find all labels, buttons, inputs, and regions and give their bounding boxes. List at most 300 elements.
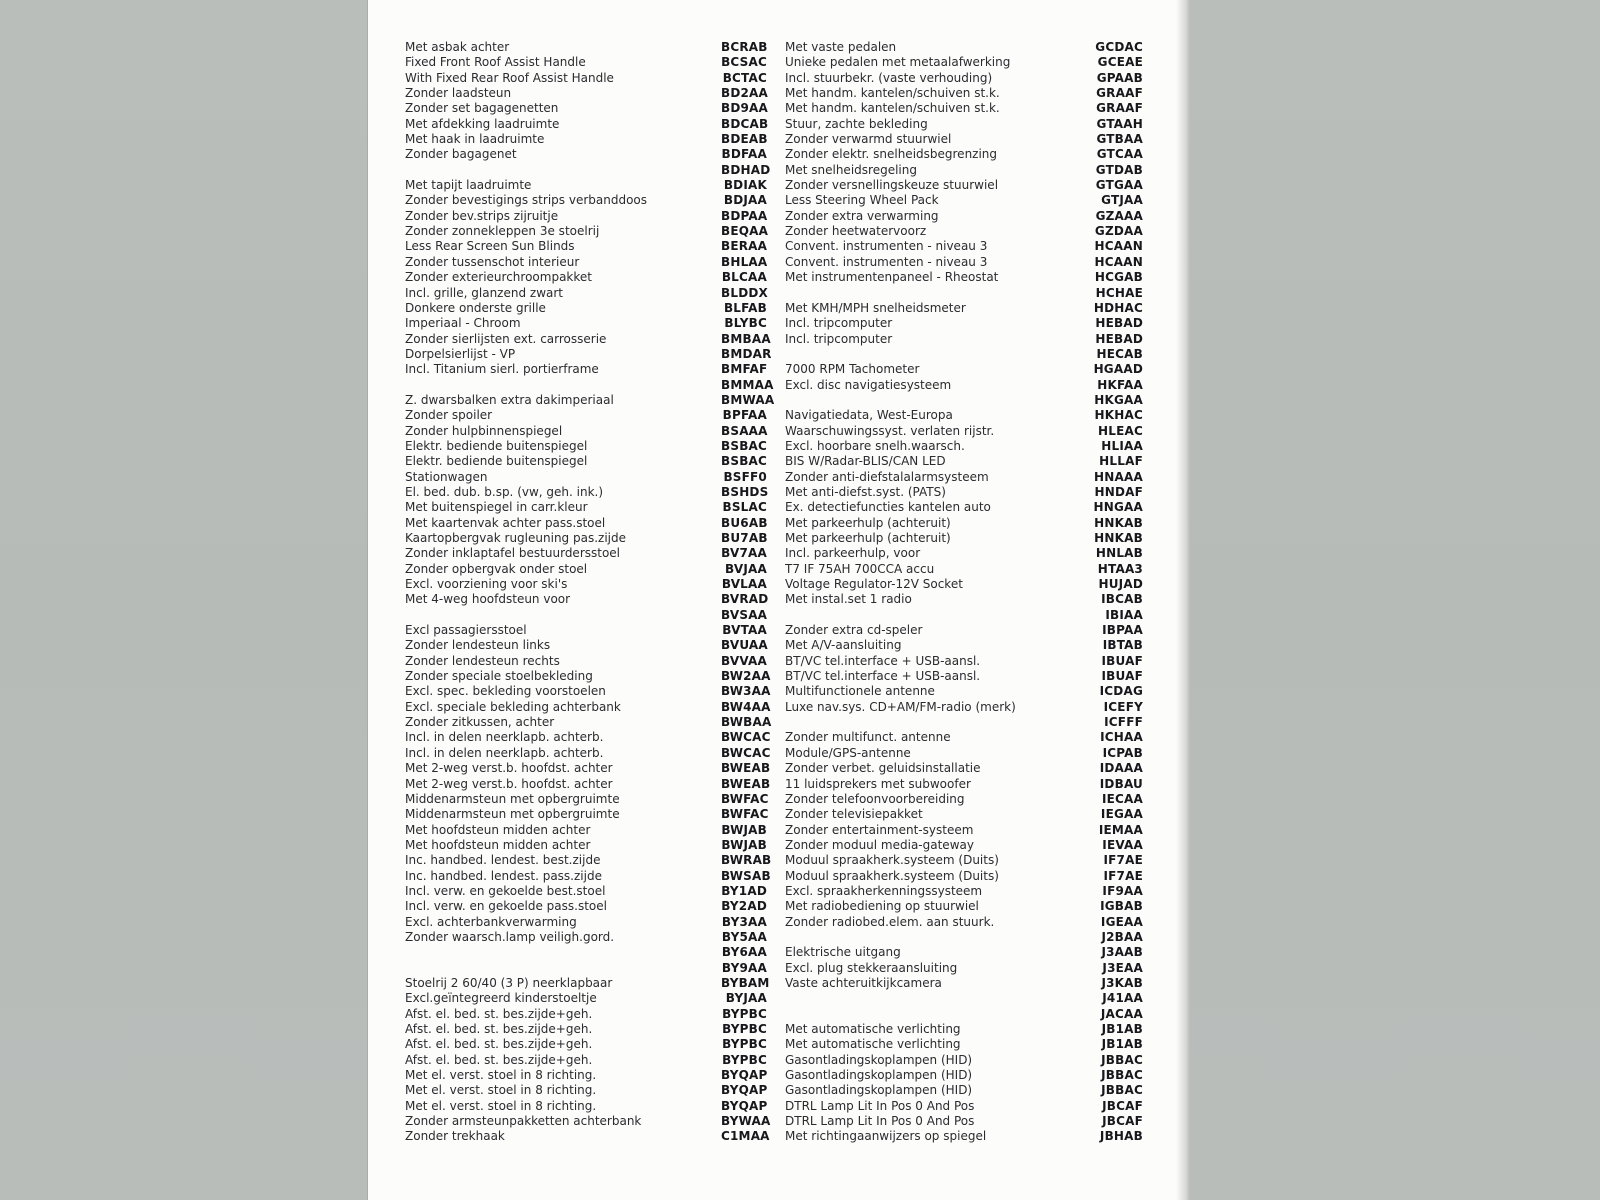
column-gap — [767, 899, 785, 914]
column-gap — [767, 592, 785, 607]
table-row — [405, 470, 1165, 485]
option-code-right: IF7AE — [1103, 868, 1143, 883]
option-code-left: BDEAB — [721, 132, 768, 147]
option-description-right: Incl. tripcomputer — [785, 331, 893, 346]
option-code-left: BWRAB — [721, 853, 772, 868]
option-description-left: Inc. handbed. lendest. best.zijde — [405, 853, 601, 868]
column-gap — [767, 224, 785, 239]
option-code-left: BY2AD — [721, 899, 767, 914]
option-description-left: El. bed. dub. b.sp. (vw, geh. ink.) — [405, 484, 604, 499]
column-gap — [767, 117, 785, 132]
column-gap — [767, 869, 785, 884]
table-row — [405, 700, 1165, 715]
table-row — [405, 101, 1165, 116]
table-row — [405, 945, 1165, 960]
option-code-right: IEGAA — [1100, 807, 1143, 822]
option-code-left: BDHAD — [721, 162, 771, 177]
column-gap — [767, 761, 785, 776]
option-code-left: BVRAD — [721, 592, 769, 607]
table-row — [405, 761, 1165, 776]
table-row — [405, 332, 1165, 347]
option-description-right: Zonder anti-diefstalalarmsysteem — [785, 469, 989, 484]
option-description-left: Met haak in laadruimte — [405, 132, 545, 147]
option-description-right: Met automatische verlichting — [785, 1037, 961, 1052]
column-gap — [767, 301, 785, 316]
column-gap — [767, 562, 785, 577]
table-row — [405, 562, 1165, 577]
option-code-right: HNDAF — [1094, 484, 1143, 499]
option-description-right: Met parkeerhulp (achteruit) — [785, 515, 951, 530]
option-code-right: GCEAE — [1097, 55, 1143, 70]
option-description-left — [405, 163, 721, 178]
option-code-left: BY9AA — [721, 960, 767, 975]
table-row — [405, 1053, 1165, 1068]
option-description-left: Afst. el. bed. st. bes.zijde+geh. — [405, 1022, 593, 1036]
option-code-right: IBUAF — [1101, 653, 1143, 668]
table-row — [405, 178, 1165, 193]
option-description-right: Less Steering Wheel Pack — [785, 193, 939, 208]
option-description-left: Incl. verw. en gekoelde pass.stoel — [405, 899, 607, 914]
option-code-right: IBUAF — [1101, 669, 1143, 684]
column-gap — [767, 807, 785, 822]
option-description-right: Luxe nav.sys. CD+AM/FM-radio (merk) — [785, 699, 1016, 714]
table-row — [405, 654, 1165, 669]
option-code-left: BU7AB — [721, 531, 768, 545]
option-code-right: JBCAF — [1102, 1114, 1143, 1129]
column-gap — [767, 1007, 785, 1022]
table-row — [405, 823, 1165, 838]
table-row — [405, 117, 1165, 132]
option-description-right: Incl. parkeerhulp, voor — [785, 546, 921, 561]
column-gap — [767, 976, 785, 991]
option-description-left: Stoelrij 2 60/40 (3 P) neerklapbaar — [405, 975, 613, 990]
option-description-left: Zonder bagagenet — [405, 147, 517, 162]
option-description-left: Zonder lendesteun rechts — [405, 653, 560, 668]
option-description-right — [785, 991, 1085, 1006]
option-description-left: Excl. speciale bekleding achterbank — [405, 699, 621, 714]
document-page — [368, 0, 1190, 1200]
option-code-right: GTDAB — [1095, 162, 1143, 177]
option-description-right: Moduul spraakherk.systeem (Duits) — [785, 853, 999, 868]
column-gap — [767, 669, 785, 684]
option-description-right: Zonder verwarmd stuurwiel — [785, 132, 952, 147]
column-gap — [767, 623, 785, 638]
option-code-left: BYQAP — [721, 1068, 768, 1083]
table-row — [405, 669, 1165, 684]
option-code-right: HCGAB — [1094, 270, 1143, 285]
column-gap — [767, 1099, 785, 1114]
column-gap — [767, 239, 785, 254]
option-code-left: BSBAC — [721, 438, 768, 453]
option-code-right: HLIAA — [1101, 438, 1143, 453]
table-row — [405, 638, 1165, 653]
column-gap — [767, 470, 785, 485]
option-description-right: 7000 RPM Tachometer — [785, 362, 920, 377]
option-code-right: J41AA — [1102, 991, 1143, 1006]
table-row — [405, 853, 1165, 868]
option-code-right: HLLAF — [1099, 454, 1143, 469]
option-code-left: BCRAB — [721, 40, 768, 54]
option-description-right: Convent. instrumenten - niveau 3 — [785, 239, 988, 254]
option-code-left: BSAAA — [721, 423, 768, 438]
option-description-left: Z. dwarsbalken extra dakimperiaal — [405, 392, 614, 407]
column-gap — [767, 132, 785, 147]
table-row — [405, 531, 1165, 546]
option-description-right: Zonder televisiepakket — [785, 807, 923, 822]
option-description-right: DTRL Lamp Lit In Pos 0 And Pos — [785, 1098, 975, 1113]
table-row — [405, 577, 1165, 592]
option-code-left: BWSAB — [721, 868, 771, 883]
option-code-right: HCAAN — [1094, 239, 1143, 254]
column-gap — [767, 930, 785, 945]
option-code-left: BMDAR — [721, 346, 772, 361]
option-code-left: BYQAP — [721, 1083, 768, 1098]
option-description-left: Zonder zonnekleppen 3e stoelrij — [405, 224, 600, 239]
column-gap — [767, 884, 785, 899]
option-code-right: IF7AE — [1103, 853, 1143, 868]
option-description-right: Voltage Regulator-12V Socket — [785, 577, 963, 592]
option-code-left: BYQAP — [721, 1098, 768, 1113]
option-description-left: Less Rear Screen Sun Blinds — [405, 239, 575, 254]
option-code-left: BYBAM — [721, 975, 770, 990]
option-description-right: Module/GPS-antenne — [785, 745, 911, 760]
option-description-left: Middenarmsteun met opbergruimte — [405, 791, 620, 806]
table-row — [405, 608, 1165, 623]
option-code-right: IGEAA — [1100, 914, 1143, 929]
option-description-right: Met KMH/MPH snelheidsmeter — [785, 300, 966, 315]
option-description-left: Zonder bevestigings strips verbanddoos — [405, 193, 648, 208]
option-description-right: Moduul spraakherk.systeem (Duits) — [785, 868, 999, 883]
option-description-left: Elektr. bediende buitenspiegel — [405, 438, 588, 453]
option-description-left: Zonder speciale stoelbekleding — [405, 669, 593, 684]
column-gap — [767, 961, 785, 976]
option-code-left: BY6AA — [721, 945, 767, 960]
option-code-right: HDHAC — [1093, 300, 1143, 315]
option-code-right: GTBAA — [1096, 132, 1143, 147]
option-description-left: Incl. in delen neerklapb. achterb. — [405, 745, 604, 760]
option-description-left: Met tapijt laadruimte — [405, 178, 532, 193]
option-description-right: Zonder versnellingskeuze stuurwiel — [785, 178, 999, 193]
table-row — [405, 961, 1165, 976]
column-gap — [767, 347, 785, 362]
option-description-left: Excl. voorziening voor ski's — [405, 577, 568, 592]
option-code-right: J3AAB — [1101, 945, 1143, 960]
option-code-left: BV7AA — [721, 546, 767, 561]
column-gap — [767, 393, 785, 408]
table-row — [405, 899, 1165, 914]
option-description-left: Incl. in delen neerklapb. achterb. — [405, 730, 604, 745]
option-description-right: Unieke pedalen met metaalafwerking — [785, 55, 1011, 70]
option-code-right: HKGAA — [1094, 392, 1143, 407]
option-code-right: IBPAA — [1102, 623, 1143, 638]
option-code-right: GZDAA — [1094, 224, 1143, 239]
table-row — [405, 147, 1165, 162]
option-code-right: GZAAA — [1095, 208, 1143, 223]
option-description-right — [785, 347, 1085, 362]
table-row — [405, 424, 1165, 439]
option-code-right: HNAAA — [1094, 469, 1143, 484]
option-code-left: BMFAF — [721, 362, 768, 377]
table-row — [405, 86, 1165, 101]
table-row — [405, 500, 1165, 515]
option-description-right: Excl. spraakherkenningssysteem — [785, 883, 983, 898]
column-gap — [767, 792, 785, 807]
option-code-right: GCDAC — [1095, 40, 1143, 54]
option-description-right: Convent. instrumenten - niveau 3 — [785, 254, 988, 269]
column-gap — [767, 485, 785, 500]
option-code-left: BCTAC — [722, 70, 767, 85]
table-row — [405, 408, 1165, 423]
option-description-right: Ex. detectiefuncties kantelen auto — [785, 500, 991, 515]
option-description-left: Elektr. bediende buitenspiegel — [405, 454, 588, 469]
option-description-left: Dorpelsierlijst - VP — [405, 346, 516, 361]
option-description-right: Gasontladingskoplampen (HID) — [785, 1068, 973, 1083]
option-description-left: Zonder set bagagenetten — [405, 101, 559, 116]
option-description-left: Incl. verw. en gekoelde best.stoel — [405, 883, 606, 898]
option-code-right: GTAAH — [1096, 116, 1143, 131]
option-description-right: 11 luidsprekers met subwoofer — [785, 776, 971, 791]
column-gap — [767, 193, 785, 208]
option-description-left: Met 4-weg hoofdsteun voor — [405, 592, 571, 607]
option-description-left: Met buitenspiegel in carr.kleur — [405, 500, 588, 515]
column-gap — [767, 1083, 785, 1098]
option-code-right: HNKAB — [1094, 531, 1143, 545]
option-description-right — [785, 715, 1085, 730]
option-description-right: Gasontladingskoplampen (HID) — [785, 1083, 973, 1098]
option-description-left: Afst. el. bed. st. bes.zijde+geh. — [405, 1052, 593, 1067]
table-row — [405, 255, 1165, 270]
table-row — [405, 1114, 1165, 1129]
option-code-right: IDBAU — [1099, 776, 1143, 791]
option-description-left: Zonder waarsch.lamp veiligh.gord. — [405, 929, 615, 944]
option-description-left: Afst. el. bed. st. bes.zijde+geh. — [405, 1006, 593, 1021]
option-code-left: BWFAC — [721, 791, 769, 806]
option-code-left: BVJAA — [725, 561, 767, 576]
option-description-right: BT/VC tel.interface + USB-aansl. — [785, 653, 981, 668]
option-code-left: BY3AA — [721, 914, 767, 929]
option-description-right — [785, 393, 1085, 408]
option-description-right: Zonder extra cd-speler — [785, 623, 923, 638]
option-code-left: BU6AB — [721, 515, 768, 530]
option-description-right: Met richtingaanwijzers op spiegel — [785, 1129, 987, 1144]
column-gap — [767, 86, 785, 101]
table-row — [405, 439, 1165, 454]
table-row — [405, 316, 1165, 331]
table-row — [405, 1083, 1165, 1098]
option-code-left: BW4AA — [721, 699, 771, 714]
option-code-left: BVSAA — [721, 607, 768, 622]
option-description-left: With Fixed Rear Roof Assist Handle — [405, 70, 614, 85]
table-row — [405, 991, 1165, 1006]
option-code-left: BYWAA — [721, 1114, 771, 1129]
table-row — [405, 286, 1165, 301]
option-code-left: BDPAA — [721, 208, 768, 223]
table-row — [405, 592, 1165, 607]
option-description-right: Incl. stuurbekr. (vaste verhouding) — [785, 70, 993, 85]
column-gap — [767, 1129, 785, 1144]
option-code-left: BVLAA — [721, 577, 767, 592]
option-code-left: BWFAC — [721, 807, 769, 822]
option-description-right: Met radiobediening op stuurwiel — [785, 899, 979, 914]
option-code-right: ICFFF — [1104, 715, 1143, 730]
table-row — [405, 1129, 1165, 1144]
option-description-left: Excl. achterbankverwarming — [405, 914, 577, 929]
option-description-left: Met el. verst. stoel in 8 richting. — [405, 1098, 597, 1113]
option-code-right: JBHAB — [1099, 1129, 1143, 1144]
option-code-left: BPFAA — [722, 408, 767, 423]
option-code-left: BYPBC — [722, 1037, 767, 1052]
column-gap — [767, 40, 785, 55]
option-code-right: IGBAB — [1100, 899, 1143, 914]
option-code-left: BYPBC — [722, 1006, 767, 1021]
option-code-left: BWJAB — [721, 822, 767, 837]
column-gap — [767, 316, 785, 331]
option-description-left: Zonder sierlijsten ext. carrosserie — [405, 331, 607, 346]
option-code-right: HCAAN — [1094, 254, 1143, 269]
option-code-left: BWJAB — [721, 837, 767, 852]
table-row — [405, 884, 1165, 899]
option-code-left: BYJAA — [725, 991, 767, 1006]
option-description-left: Zonder armsteunpakketten achterbank — [405, 1114, 642, 1129]
column-gap — [767, 332, 785, 347]
option-description-left: Incl. Titanium sierl. portierframe — [405, 362, 599, 377]
option-code-right: GRAAF — [1096, 86, 1143, 101]
column-gap — [767, 424, 785, 439]
option-code-right: JB1AB — [1101, 1022, 1143, 1036]
table-row — [405, 224, 1165, 239]
option-code-left: C1MAA — [721, 1129, 770, 1144]
option-code-left: BDCAB — [721, 116, 769, 131]
option-description-left: Zonder inklaptafel bestuurdersstoel — [405, 546, 621, 561]
option-description-right: Met vaste pedalen — [785, 40, 897, 54]
option-code-right: HECAB — [1096, 346, 1143, 361]
option-description-right: Zonder heetwatervoorz — [785, 224, 927, 239]
option-code-left: BCSAC — [721, 55, 767, 70]
column-gap — [767, 1053, 785, 1068]
option-description-left: Zonder opbergvak onder stoel — [405, 561, 588, 576]
column-gap — [767, 577, 785, 592]
option-code-right: JACAA — [1100, 1006, 1143, 1021]
option-description-left: Donkere onderste grille — [405, 300, 546, 315]
option-description-left: Met el. verst. stoel in 8 richting. — [405, 1083, 597, 1098]
option-description-left: Zonder trekhaak — [405, 1129, 505, 1144]
option-description-left: Incl. grille, glanzend zwart — [405, 285, 564, 300]
option-description-right: Zonder radiobed.elem. aan stuurk. — [785, 914, 995, 929]
column-gap — [767, 1022, 785, 1037]
option-description-right: Met instal.set 1 radio — [785, 592, 912, 607]
option-description-left: Zonder hulpbinnenspiegel — [405, 423, 563, 438]
option-code-left: BSLAC — [722, 500, 767, 515]
table-row — [405, 193, 1165, 208]
table-row — [405, 777, 1165, 792]
table-row — [405, 362, 1165, 377]
option-description-right: Zonder elektr. snelheidsbegrenzing — [785, 147, 998, 162]
table-row — [405, 454, 1165, 469]
column-gap — [767, 209, 785, 224]
option-code-left: BD2AA — [721, 86, 769, 101]
option-code-left: BDIAK — [723, 178, 767, 193]
option-description-right: Zonder multifunct. antenne — [785, 730, 951, 745]
option-code-left: BLFAB — [723, 300, 767, 315]
option-code-left: BWEAB — [721, 761, 771, 776]
option-description-left: Met el. verst. stoel in 8 richting. — [405, 1068, 597, 1083]
table-row — [405, 976, 1165, 991]
option-code-left: BSFF0 — [723, 469, 767, 484]
table-row — [405, 623, 1165, 638]
option-code-left: BVVAA — [721, 653, 767, 668]
table-row — [405, 270, 1165, 285]
option-description-right: Navigatiedata, West-Europa — [785, 408, 953, 423]
option-code-left: BWCAC — [721, 745, 771, 760]
column-gap — [767, 1068, 785, 1083]
column-gap — [767, 546, 785, 561]
option-description-left — [405, 961, 721, 976]
option-code-right: IECAA — [1101, 791, 1143, 806]
table-row — [405, 485, 1165, 500]
option-description-right — [785, 608, 1085, 623]
option-description-left: Imperiaal - Chroom — [405, 316, 521, 331]
option-description-left: Met 2-weg verst.b. hoofdst. achter — [405, 761, 613, 776]
option-code-left: BMMAA — [721, 377, 774, 392]
option-description-left: Zonder lendesteun links — [405, 638, 551, 653]
option-code-left: BWBAA — [721, 715, 772, 730]
table-row — [405, 546, 1165, 561]
option-code-right: HGAAD — [1093, 362, 1143, 377]
table-row — [405, 71, 1165, 86]
option-code-left: BLCAA — [721, 270, 767, 285]
option-code-left: BLYBC — [724, 316, 767, 331]
option-description-left — [405, 608, 721, 623]
option-description-left: Zonder tussenschot interieur — [405, 254, 580, 269]
column-gap — [767, 101, 785, 116]
option-description-right: BIS W/Radar-BLIS/CAN LED — [785, 454, 946, 469]
table-row — [405, 746, 1165, 761]
option-code-right: IBIAA — [1105, 607, 1143, 622]
option-description-right: Gasontladingskoplampen (HID) — [785, 1052, 973, 1067]
table-row — [405, 792, 1165, 807]
option-description-right: Zonder extra verwarming — [785, 208, 939, 223]
column-gap — [767, 730, 785, 745]
option-code-right: HUJAD — [1098, 577, 1143, 592]
table-row — [405, 930, 1165, 945]
column-gap — [767, 439, 785, 454]
table-row — [405, 915, 1165, 930]
column-gap — [767, 362, 785, 377]
table-row — [405, 55, 1165, 70]
option-code-left: BY5AA — [721, 929, 767, 944]
option-code-right: JBCAF — [1102, 1098, 1143, 1113]
option-code-left: BVUAA — [721, 638, 768, 653]
option-code-right: HKHAC — [1094, 408, 1143, 423]
option-code-right: J3KAB — [1101, 975, 1143, 990]
option-code-left: BMBAA — [721, 331, 771, 346]
option-description-right: Elektrische uitgang — [785, 945, 901, 960]
option-description-left: Kaartopbergvak rugleuning pas.zijde — [405, 531, 626, 545]
options-code-table — [405, 40, 1165, 1145]
column-gap — [767, 700, 785, 715]
page-edge-shadow — [1176, 0, 1190, 1200]
option-code-right: HNGAA — [1093, 500, 1143, 515]
column-gap — [767, 715, 785, 730]
column-gap — [767, 454, 785, 469]
column-gap — [767, 178, 785, 193]
option-description-left: Zonder exterieurchroompakket — [405, 270, 592, 285]
option-description-left: Zonder bev.strips zijruitje — [405, 208, 559, 223]
table-row — [405, 393, 1165, 408]
option-description-right — [785, 286, 1085, 301]
column-gap — [767, 684, 785, 699]
option-description-left — [405, 945, 721, 960]
